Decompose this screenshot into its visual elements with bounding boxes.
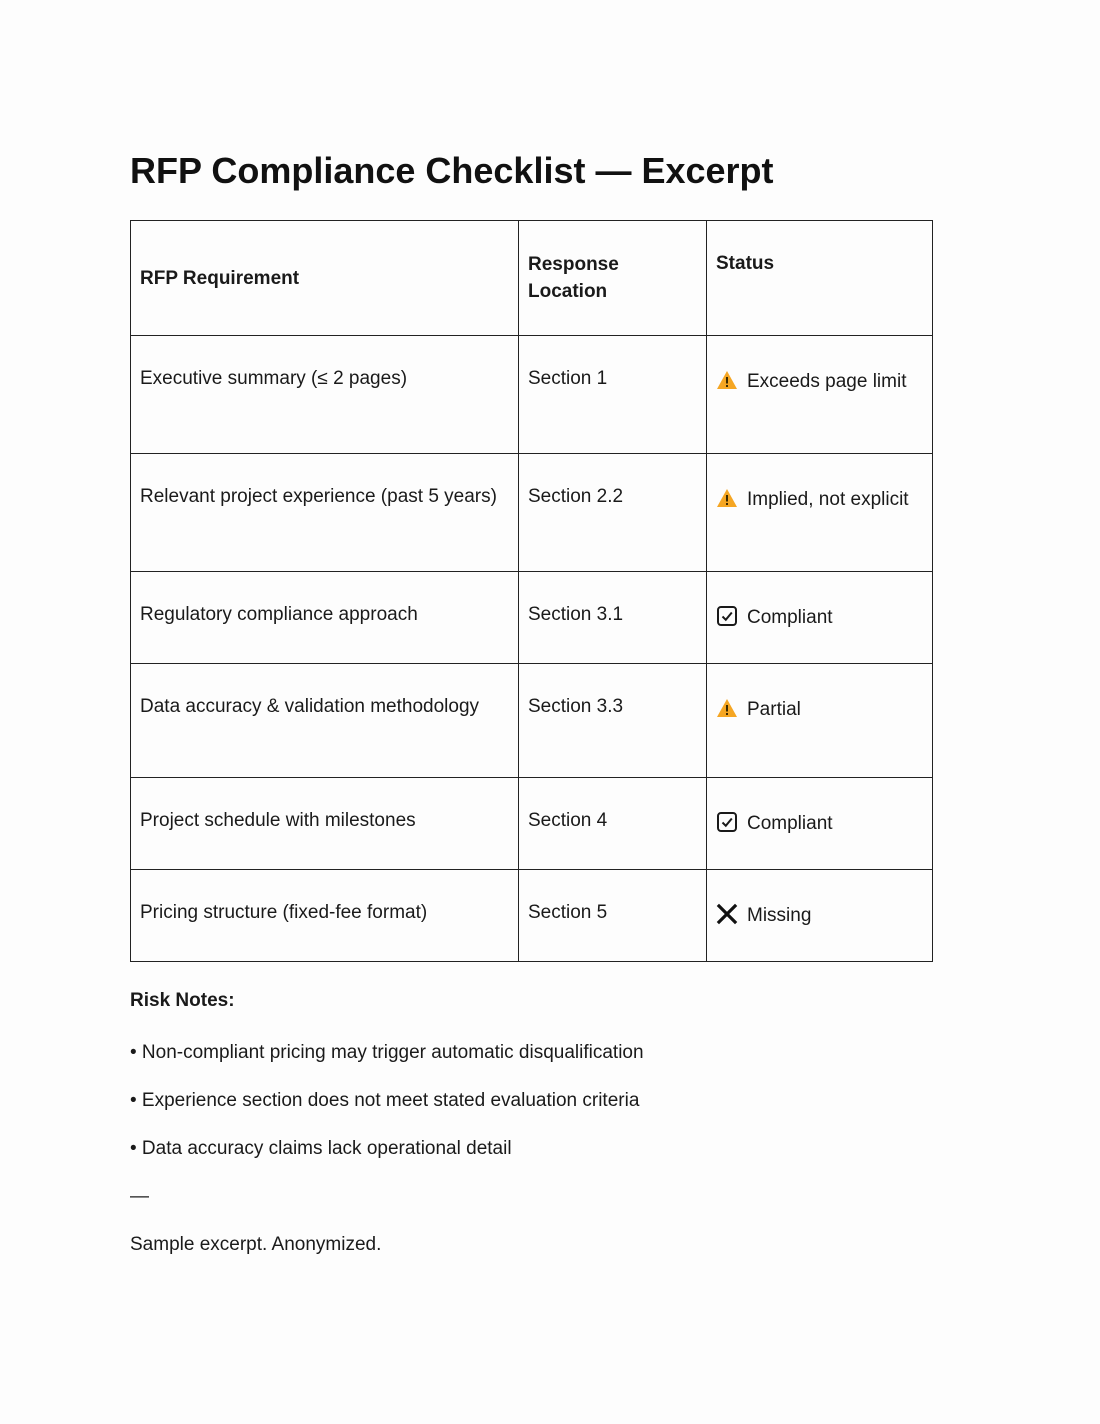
requirement-cell: Data accuracy & validation methodology — [131, 664, 519, 778]
warning-icon — [716, 487, 738, 509]
status-label: Missing — [747, 905, 812, 926]
warning-icon — [716, 697, 738, 719]
checkbox-checked-icon — [716, 605, 738, 627]
risk-notes-title: Risk Notes: — [130, 990, 235, 1011]
table-row — [131, 778, 933, 870]
table-row — [131, 336, 933, 454]
page-title: RFP Compliance Checklist — Excerpt — [130, 150, 774, 191]
status-label: Implied, not explicit — [747, 489, 909, 510]
status-label: Partial — [747, 699, 801, 720]
table-header-row — [131, 221, 933, 336]
table-row — [131, 572, 933, 664]
footer-note: Sample excerpt. Anonymized. — [130, 1234, 382, 1255]
header-status: Status — [707, 221, 933, 336]
status-cell — [707, 778, 933, 870]
status-cell — [707, 572, 933, 664]
table-row — [131, 664, 933, 778]
location-cell: Section 5 — [519, 870, 707, 962]
location-cell: Section 3.3 — [519, 664, 707, 778]
requirement-cell: Project schedule with milestones — [131, 778, 519, 870]
warning-icon — [716, 369, 738, 391]
location-cell: Section 4 — [519, 778, 707, 870]
header-requirement: RFP Requirement — [131, 221, 519, 336]
status-cell — [707, 454, 933, 572]
list-item: • Data accuracy claims lack operational detail — [130, 1138, 512, 1159]
table-row — [131, 870, 933, 962]
table-row — [131, 454, 933, 572]
checkbox-checked-icon — [716, 811, 738, 833]
status-label: Compliant — [747, 607, 833, 628]
compliance-table — [130, 220, 933, 962]
risk-notes — [130, 986, 970, 1256]
location-cell: Section 2.2 — [519, 454, 707, 572]
requirement-cell: Executive summary (≤ 2 pages) — [131, 336, 519, 454]
location-cell: Section 3.1 — [519, 572, 707, 664]
cross-icon — [716, 903, 738, 925]
requirement-cell: Pricing structure (fixed-fee format) — [131, 870, 519, 962]
status-cell — [707, 336, 933, 454]
list-item: • Experience section does not meet stated evaluation criteria — [130, 1090, 640, 1111]
status-cell — [707, 870, 933, 962]
status-label: Exceeds page limit — [747, 371, 907, 392]
status-cell — [707, 664, 933, 778]
separator: — — [130, 1186, 149, 1207]
requirement-cell: Regulatory compliance approach — [131, 572, 519, 664]
status-label: Compliant — [747, 813, 833, 834]
location-cell: Section 1 — [519, 336, 707, 454]
list-item: • Non-compliant pricing may trigger automatic disqualification — [130, 1042, 644, 1063]
requirement-cell: Relevant project experience (past 5 years) — [131, 454, 519, 572]
header-location: Response Location — [519, 221, 707, 336]
